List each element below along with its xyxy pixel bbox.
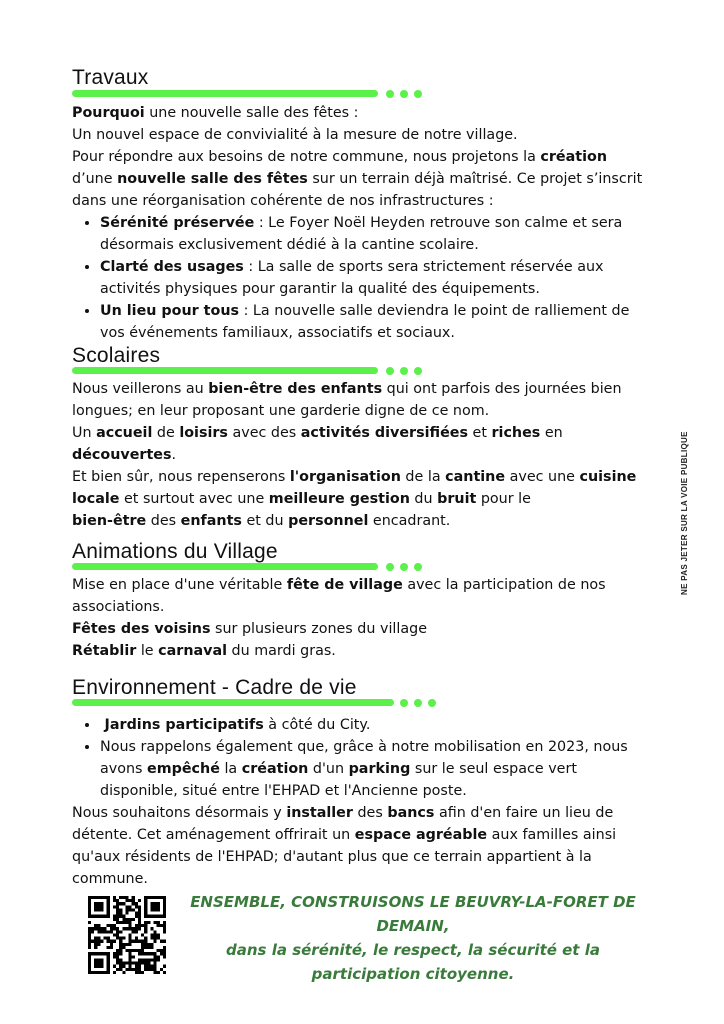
travaux-list [72, 212, 652, 344]
slogan [180, 890, 646, 986]
section-title-environnement: Environnement - Cadre de vie [72, 676, 357, 699]
list-item: • Jardins participatifs à côté du City. [100, 714, 652, 736]
section-title-animations: Animations du Village [72, 540, 278, 563]
environnement-body [72, 714, 652, 890]
side-notice: NE PAS JETER SUR LA VOIE PUBLIQUE [680, 431, 689, 595]
section-title-scolaires: Scolaires [72, 344, 161, 367]
paragraph: Pourquoi une nouvelle salle des fêtes : [72, 105, 359, 121]
title-dots [400, 699, 436, 707]
paragraph: Pour répondre aux besoins de notre commune, nous projetons la création d’une nouvelle salle des fêtes sur un terrain déjà maîtrisé. Ce projet s’inscrit dans une réorganisation cohérente de nos infrastructures : [72, 149, 643, 209]
title-underline [72, 699, 394, 706]
scolaires-body [72, 378, 652, 532]
paragraph: Et bien sûr, nous repenserons l'organisation de la cantine avec une cuisine locale et surtout avec une meilleure gestion du bruit pour le [72, 469, 637, 507]
title-underline [72, 367, 378, 374]
section-title-travaux: Travaux [72, 66, 149, 89]
paragraph: Fêtes des voisins sur plusieurs zones du village [72, 621, 427, 637]
paragraph: Un accueil de loisirs avec des activités diversifiées et riches en découvertes. [72, 425, 563, 463]
paragraph: Un nouvel espace de convivialité à la mesure de notre village. [72, 127, 518, 143]
animations-body [72, 574, 652, 662]
qr-code[interactable] [88, 896, 166, 974]
list-item: • Un lieu pour tous : La nouvelle salle deviendra le point de ralliement de vos événements familiaux, associatifs et sociaux. [100, 300, 652, 344]
title-underline [72, 563, 378, 570]
list-item: • Clarté des usages : La salle de sports sera strictement réservée aux activités physiques pour garantir la qualité des équipements. [100, 256, 652, 300]
list-item: • Sérénité préservée : Le Foyer Noël Heyden retrouve son calme et sera désormais exclusivement dédié à la cantine scolaire. [100, 212, 652, 256]
paragraph: Nous souhaitons désormais y installer des bancs afin d'en faire un lieu de détente. Cet aménagement offrirait un espace agréable aux familles ainsi qu'aux résidents de l'EHPAD; d'autant plus que ce terrain appartient à la commune. [72, 805, 617, 887]
paragraph: bien-être des enfants et du personnel encadrant. [72, 513, 451, 529]
paragraph: Rétablir le carnaval du mardi gras. [72, 643, 336, 659]
slogan-line-2: dans la sérénité, le respect, la sécurité et la participation citoyenne. [226, 941, 600, 983]
title-dots [386, 90, 422, 98]
slogan-line-1: ENSEMBLE, CONSTRUISONS LE BEUVRY-LA-FORET DE DEMAIN, [190, 893, 636, 935]
paragraph: Mise en place d'une véritable fête de village avec la participation de nos associations. [72, 577, 606, 615]
paragraph: Nous veillerons au bien-être des enfants qui ont parfois des journées bien longues; en leur proposant une garderie digne de ce nom. [72, 381, 622, 419]
title-dots [386, 367, 422, 375]
title-dots [386, 563, 422, 571]
travaux-body [72, 102, 652, 344]
environnement-list [72, 714, 652, 802]
list-item: • Nous rappelons également que, grâce à notre mobilisation en 2023, nous avons empêché la création d'un parking sur le seul espace vert disponible, situé entre l'EHPAD et l'Ancienne poste. [100, 736, 652, 802]
title-underline [72, 90, 378, 97]
